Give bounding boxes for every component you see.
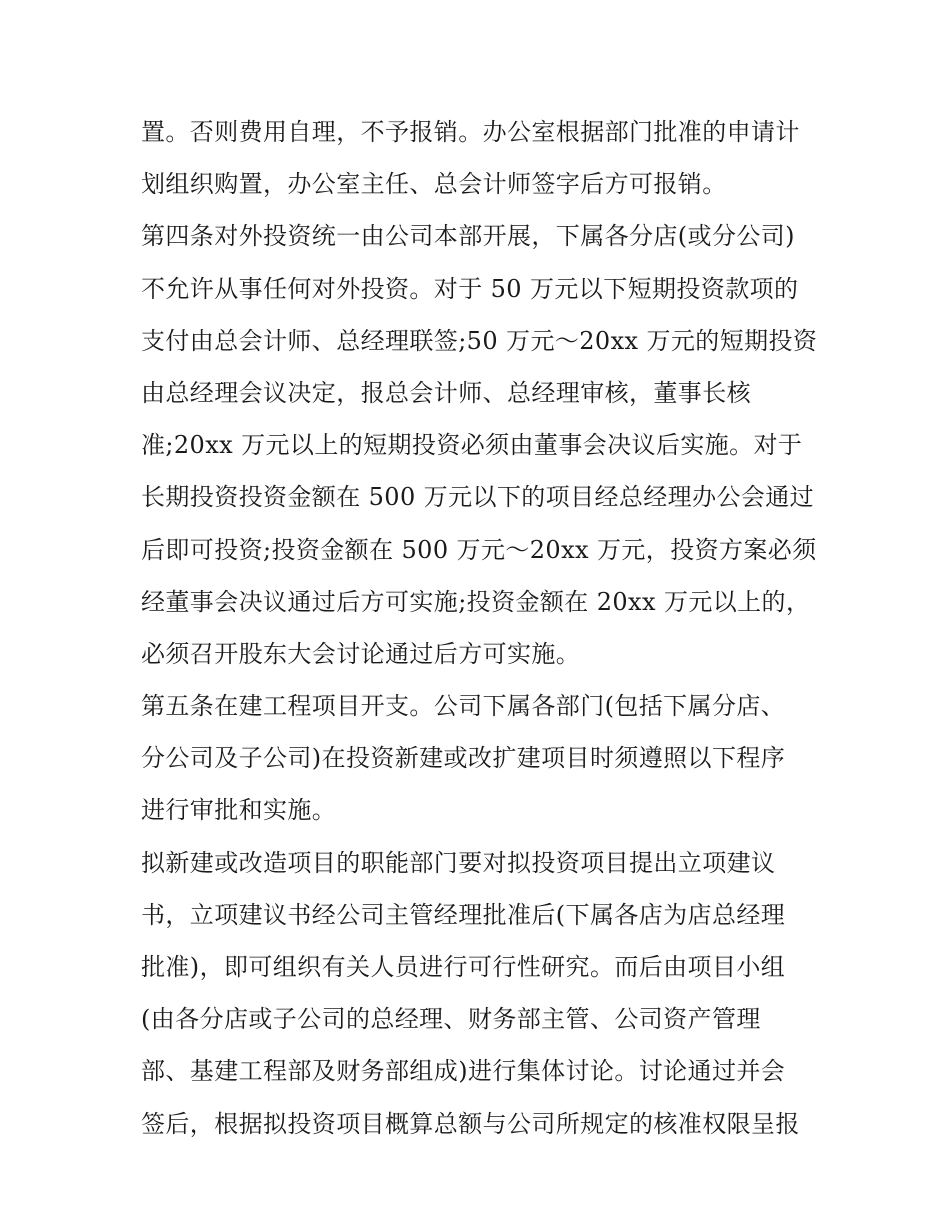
text-line: 签后，根据拟投资项目概算总额与公司所规定的核准权限呈报 bbox=[141, 1109, 800, 1138]
text-line: 第四条对外投资统一由公司本部开展，下属各分店(或分公司) bbox=[141, 222, 795, 251]
text-line: 后即可投资;投资金额在 500 万元～20xx 万元，投资方案必须 bbox=[141, 535, 817, 564]
text-line: 不允许从事任何对外投资。对于 50 万元以下短期投资款项的 bbox=[141, 274, 799, 303]
text-line: 书，立项建议书经公司主管经理批准后(下属各店为店总经理 bbox=[141, 900, 786, 929]
document-body bbox=[141, 106, 821, 1150]
text-line: 拟新建或改造项目的职能部门要对拟投资项目提出立项建议 bbox=[141, 848, 776, 877]
text-line: 经董事会决议通过后方可实施;投资金额在 20xx 万元以上的， bbox=[141, 587, 811, 616]
text-line: 置。否则费用自理，不予报销。办公室根据部门批准的申请计 bbox=[141, 118, 800, 146]
text-line: 分公司及子公司)在投资新建或改扩建项目时须遵照以下程序 bbox=[141, 744, 786, 773]
text-line: 长期投资投资金额在 500 万元以下的项目经总经理办公会通过 bbox=[141, 483, 815, 512]
text-line: (由各分店或子公司的总经理、财务部主管、公司资产管理 bbox=[141, 1005, 761, 1034]
text-line: 必须召开股东大会讨论通过后方可实施。 bbox=[141, 639, 581, 668]
text-line: 进行审批和实施。 bbox=[141, 796, 337, 825]
text-line: 支付由总会计师、总经理联签;50 万元～20xx 万元的短期投资 bbox=[141, 326, 818, 355]
text-line: 批准)，即可组织有关人员进行可行性研究。而后由项目小组 bbox=[141, 953, 786, 981]
text-line: 由总经理会议决定，报总会计师、总经理审核，董事长核 bbox=[141, 378, 751, 407]
text-line: 第五条在建工程项目开支。公司下属各部门(包括下属分店、 bbox=[141, 692, 786, 721]
text-line: 准;20xx 万元以上的短期投资必须由董事会决议后实施。对于 bbox=[141, 431, 803, 460]
text-line: 划组织购置，办公室主任、总会计师签字后方可报销。 bbox=[141, 170, 727, 199]
text-line: 部、基建工程部及财务部组成)进行集体讨论。讨论通过并会 bbox=[141, 1057, 786, 1086]
